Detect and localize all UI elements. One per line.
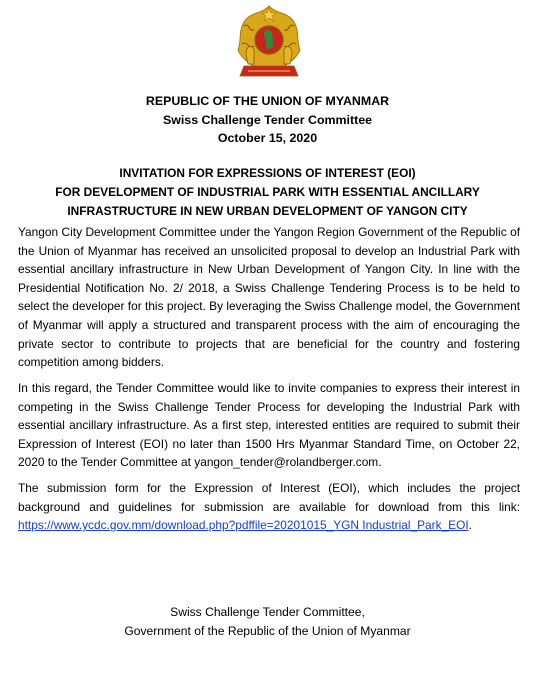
submission-end: .	[468, 518, 472, 533]
document-header	[0, 92, 535, 148]
document-title	[0, 164, 535, 221]
title-line-3: INFRASTRUCTURE IN NEW URBAN DEVELOPMENT OF YANGON CITY	[67, 204, 468, 218]
download-link[interactable]: https://www.ycdc.gov.mm/download.php?pdffile=20201015_YGN Industrial_Park_EOI	[18, 518, 469, 533]
document-date: October 15, 2020	[217, 131, 318, 145]
state-seal-icon	[236, 4, 302, 82]
paragraph-submission	[18, 479, 520, 535]
title-line-2: FOR DEVELOPMENT OF INDUSTRIAL PARK WITH ESSENTIAL ANCILLARY	[55, 185, 480, 199]
footer-committee: Swiss Challenge Tender Committee,	[170, 605, 365, 619]
submission-text: The submission form for the Expression of Interest (EOI), which includes the project background and guidelines for submission are available for download from this link:	[18, 481, 520, 514]
country-name: REPUBLIC OF THE UNION OF MYANMAR	[145, 94, 390, 108]
paragraph-invitation: In this regard, the Tender Committee would like to invite companies to express their interest in competing in the Swiss Challenge Tender Process for developing the Industrial Park with essential ancillary infrastructure. As a first step, interested entities are required to submit their Expression of Interest (EOI) no later than 1500 Hrs Myanmar Standard Time, on October 22, 2020 to the Tender Committee at yangon_tender@rolandberger.com.	[18, 381, 520, 470]
document-footer	[0, 603, 535, 640]
committee-name: Swiss Challenge Tender Committee	[162, 112, 373, 127]
footer-government: Government of the Republic of the Union of Myanmar	[124, 623, 411, 638]
title-line-1: INVITATION FOR EXPRESSIONS OF INTEREST (EOI)	[119, 166, 416, 180]
paragraph-background: Yangon City Development Committee under the Yangon Region Government of the Republic of the Union of Myanmar has received an unsolicited proposal to develop an Industrial Park with essential ancillary infrastructure in New Urban Development of Yangon City. In line with the Presidential Notification No. 2/ 2018, a Swiss Challenge Tendering Process is to be held to select the developer for this project. By leveraging the Swiss Challenge model, the Government of Myanmar will apply a structured and transparent process with the aim of encouraging the private sector to contribute to projects that are beneficial for the country and fostering competition among bidders.	[18, 225, 520, 370]
